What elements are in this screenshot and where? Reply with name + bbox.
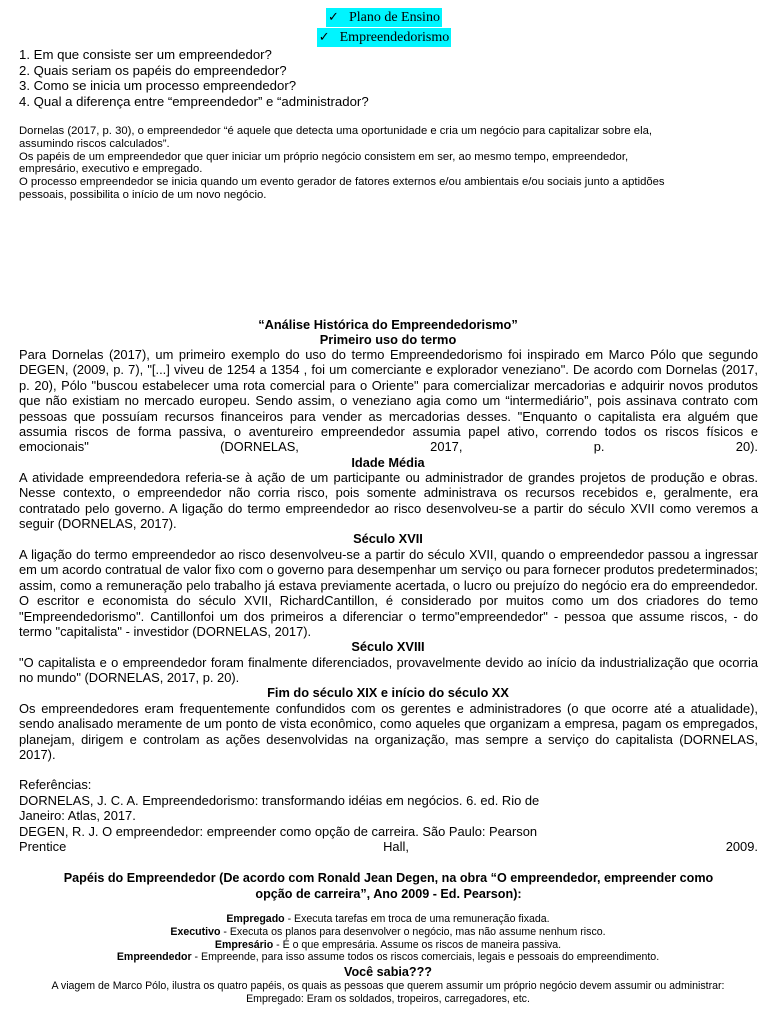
answer-line: Dornelas (2017, p. 30), o empreendedor “é aquele que detecta uma oportunidade e cria um negócio para capitalizar sobre ela, (19, 125, 653, 137)
section-heading: Século XVII (353, 531, 423, 546)
reference-line: Janeiro: Atlas, 2017. (19, 808, 136, 824)
section-body (19, 347, 758, 455)
section-body (19, 547, 758, 639)
header-label: Plano de Ensino (348, 10, 440, 25)
did-you-know-title: Você sabia??? (344, 965, 432, 979)
answer-line: O processo empreendedor se inicia quando um evento gerador de fatores externos e/ou ambientais e/ou sociais junto a aptidões (19, 176, 665, 189)
checkmark-icon: ✓ (318, 30, 330, 45)
header-highlight (317, 28, 452, 47)
reference-line: DEGEN, R. J. O empreendedor: empreender como opção de carreira. São Paulo: Pearson (19, 823, 538, 839)
section-text: Para Dornelas (2017), um primeiro exemplo do uso do termo Empreendedorismo foi inspirado em Marco Pólo que segundo DEGEN, (2009, p. 7), "[...] viveu de 1254 a 1354 , foi um comerciante e explorador veneziano". De acordo com Dornelas (2017, p. 20), Pólo "buscou estabelecer uma rota comercial para o Oriente" para comercializar mercadorias e adquirir novos produtos que não existiam no mercado europeu. Sendo assim, o veneziano agia como um “intermediário”, pois assinava contrato com pessoas que possuíam recursos financeiros para vender as mercadorias desses. "Enquanto o capitalista era alguém que assumia riscos de forma passiva, o aventureiro empreendedor assumia papel ativo, correndo todos os riscos físicos e emocionais" (DORNELAS, 2017, p. 20). (19, 347, 758, 455)
checkmark-icon: ✓ (328, 10, 339, 25)
references-label: Referências: (19, 777, 92, 792)
question-item: 2. Quais seriam os papéis do empreendedor? (19, 62, 287, 78)
question-list (19, 47, 369, 109)
role-item: Empregado - Executa tarefas em troca de uma remuneração fixada. (226, 913, 550, 925)
section-text: Os empreendedores eram frequentemente confundidos com os gerentes e administradores (o que ocorre até a atualidade), sendo analisado meramente de um ponto de vista econômico, como aqueles que organizam a empresa, pagam os empregados, planejam, dirigem e controlam as ações desenvolvidas na organização, mas sempre a serviço do capitalista (DORNELAS, 2017). (19, 701, 758, 763)
answers-block (19, 125, 739, 202)
section-text: A atividade empreendedora referia-se à ação de um participante ou administrador de grandes projetos de produção e obras. Nesse contexto, o empreendedor não corria risco, pois somente administrava os recursos recebidos e, geralmente, era contratado pelo governo. A ligação do termo empreendedor ao risco desenvolveu-se a partir do século XVII como veremos a seguir (DORNELAS, 2017). (19, 470, 758, 532)
answer-line: empresário, executivo e empregado. (19, 163, 203, 176)
header-item-empreendedorismo (0, 28, 768, 47)
role-item: Empresário - É o que empresária. Assume os riscos de maneira passiva. (214, 938, 562, 951)
question-item: 3. Como se inicia um processo empreendedor? (19, 78, 297, 93)
header-item-plano (0, 8, 768, 27)
header-label: Empreendedorismo (339, 30, 450, 45)
section-body (19, 655, 758, 686)
section-heading: Idade Média (351, 455, 425, 470)
header-highlight (326, 8, 442, 27)
references (19, 777, 758, 855)
section-heading: Fim do século XIX e início do século XX (267, 685, 509, 700)
question-item: 4. Qual a diferença entre “empreendedor” e “administrador? (19, 93, 369, 109)
history-title: “Análise Histórica do Empreendedorismo” (258, 317, 518, 332)
reference-line: DORNELAS, J. C. A. Empreendedorismo: transformando idéias em negócios. 6. ed. Rio de (19, 792, 540, 808)
role-item: Empreendedor - Empreende, para isso assume todos os riscos comerciais, legais e pessoais do empreendimento. (116, 951, 660, 964)
section-body (19, 701, 758, 763)
reference-line: Prentice Hall, 2009. (19, 839, 758, 855)
section-text: A ligação do termo empreendedor ao risco desenvolveu-se a partir do século XVII, quando o empreendedor passou a ingressar em um acordo contratual de valor fixo com o governo para desempenhar um serviço ou para fornecer produtos predeterminados; assim, como a remuneração pelo trabalho já estava previamente acertada, o lucro ou prejuízo do negócio era do empreendedor. O escritor e economista do século XVII, RichardCantillon, é considerado por muitos como um dos criadores do temo "Empreendedorismo". Cantillonfoi um dos primeiros a diferenciar o termo"empreendedor" - pessoa que assume riscos, - do termo "capitalista" - investidor (DORNELAS, 2017). (19, 547, 758, 640)
section-text: "O capitalista e o empreendedor foram finalmente diferenciados, provavelmente devido ao início da industrialização que ocorria no mundo" (DORNELAS, 2017, p. 20). (19, 655, 758, 686)
section-heading: Primeiro uso do termo (319, 332, 457, 347)
roles-title: Papéis do Empreendedor (De acordo com Ronald Jean Degen, na obra “O empreendedor, empreender como opção de carreira”, Ano 2009 - Ed. Pearson): (63, 871, 714, 901)
section-heading: Século XVIII (351, 639, 425, 654)
question-item: 1. Em que consiste ser um empreendedor? (19, 47, 272, 62)
roles-list (0, 913, 768, 964)
answer-line: assumindo riscos calculados”. (19, 137, 170, 150)
section-body (19, 470, 758, 532)
answer-line: Os papéis de um empreendedor que quer iniciar um próprio negócio consistem em ser, ao mesmo tempo, empreendedor, (19, 150, 629, 163)
answer-line: pessoais, possibilita o início de um novo negócio. (19, 188, 267, 201)
did-you-know-text: A viagem de Marco Pólo, ilustra os quatro papéis, os quais as pessoas que querem assumir um próprio negócio devem assumir ou administrar: Empregado: Eram os soldados, tropeiros, carregadores, etc. (51, 980, 725, 1005)
role-item: Executivo - Executa os planos para desenvolver o negócio, mas não assume nenhum risco. (170, 925, 606, 938)
